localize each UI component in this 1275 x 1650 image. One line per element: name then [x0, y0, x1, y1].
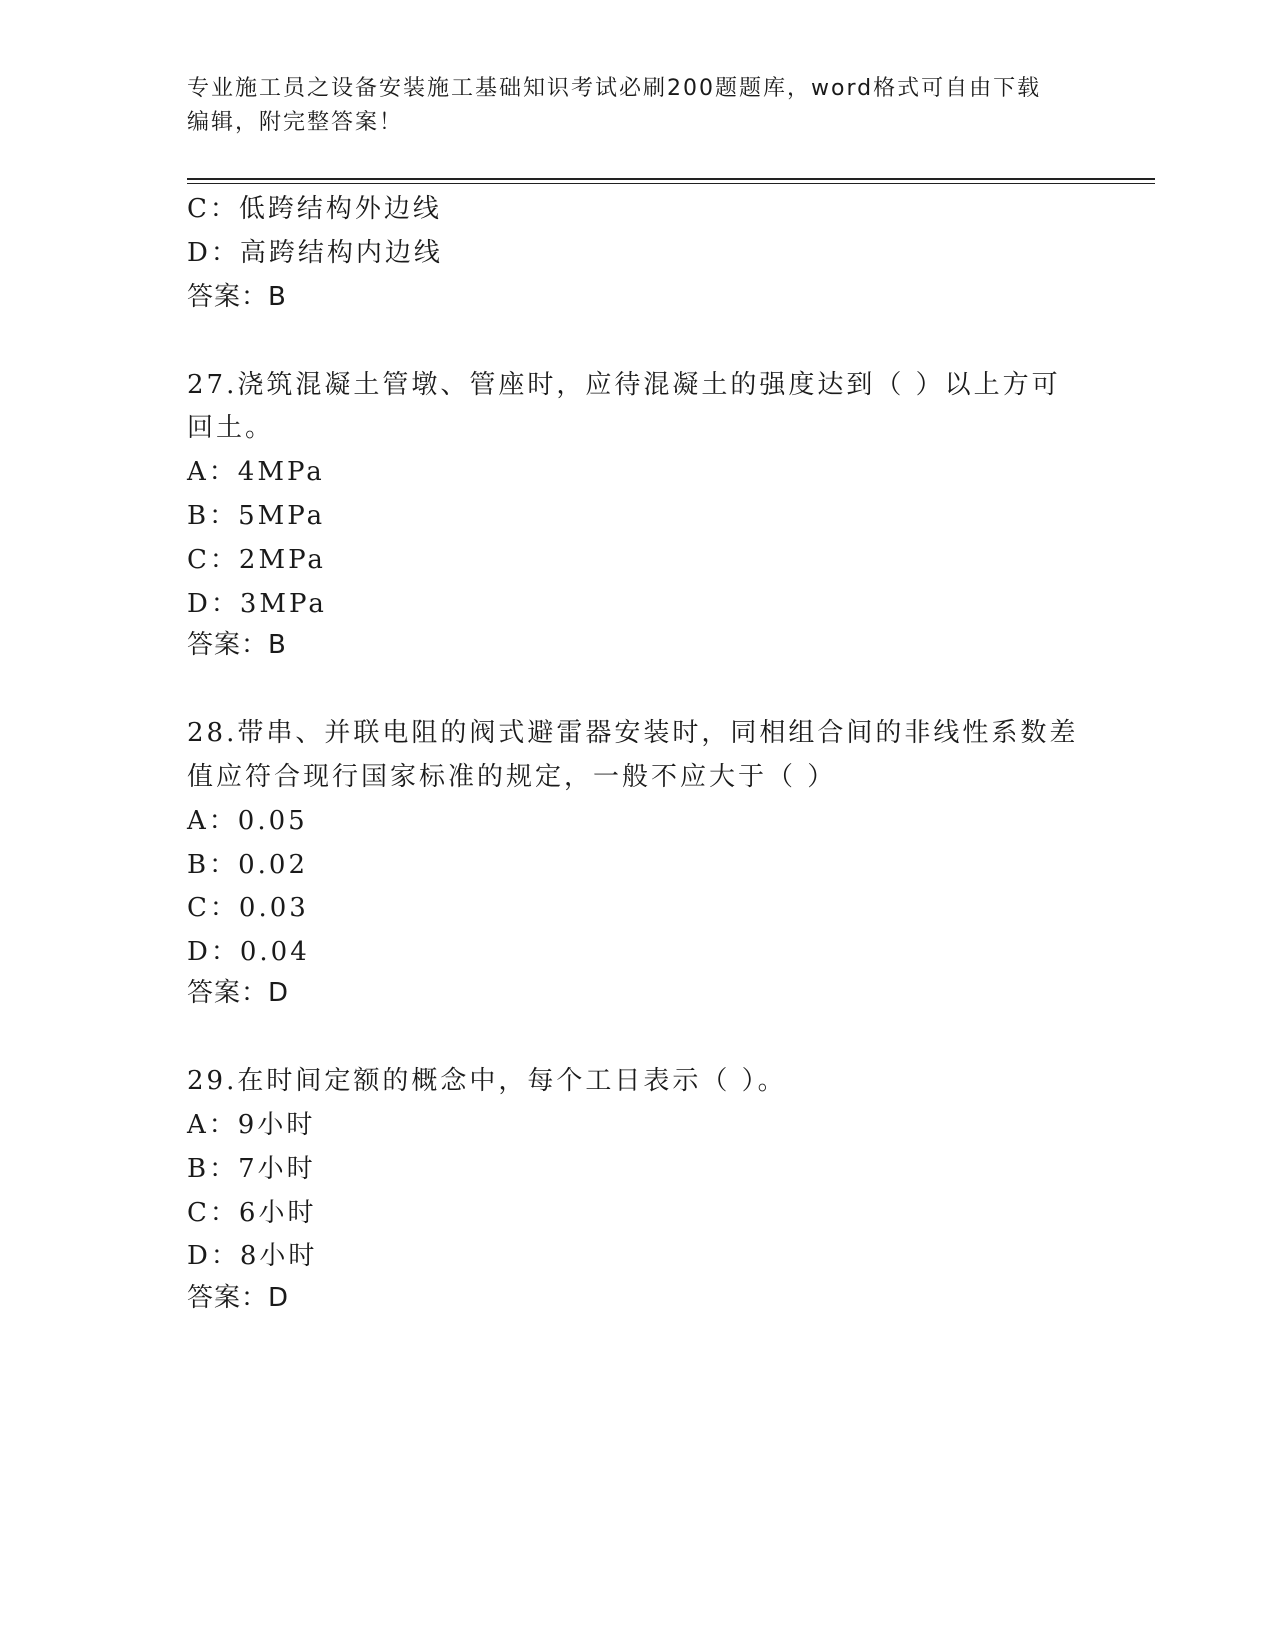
header-line-2: 编辑，附完整答案！ — [187, 110, 404, 135]
q28-option-d: D：0.04 — [187, 937, 310, 967]
q28-option-a: A：0.05 — [187, 806, 308, 836]
document-header — [187, 72, 1067, 140]
q29-option-a: A：9小时 — [187, 1110, 316, 1140]
q27-stem-line-2: 回土。 — [187, 413, 275, 443]
q27-option-d: D：3MPa — [187, 589, 327, 619]
q29-option-c: C：6小时 — [187, 1198, 317, 1228]
q27-stem-line-1: 27.浇筑混凝土管墩、管座时，应待混凝土的强度达到（ ）以上方可 — [187, 370, 1061, 400]
q28-stem-line-2: 值应符合现行国家标准的规定，一般不应大于（ ） — [187, 762, 837, 792]
q29-option-d: D：8小时 — [187, 1241, 318, 1271]
q28-answer: 答案：D — [187, 978, 290, 1008]
prev-option-c: C：低跨结构外边线 — [187, 194, 442, 224]
q29-stem-line-1: 29.在时间定额的概念中，每个工日表示（ ）。 — [187, 1066, 787, 1096]
q28-stem-line-1: 28.带串、并联电阻的阀式避雷器安装时，同相组合间的非线性系数差 — [187, 718, 1079, 748]
q27-option-c: C：2MPa — [187, 545, 326, 575]
header-divider-thin — [187, 183, 1155, 184]
prev-answer: 答案：B — [187, 282, 287, 312]
q29-answer: 答案：D — [187, 1283, 290, 1313]
q28-option-c: C：0.03 — [187, 893, 309, 923]
q27-option-a: A：4MPa — [187, 457, 325, 487]
prev-option-d: D：高跨结构内边线 — [187, 238, 443, 268]
q27-answer: 答案：B — [187, 630, 287, 660]
header-line-1: 专业施工员之设备安装施工基础知识考试必刷200题题库，word格式可自由下载 — [187, 76, 1042, 101]
q27-option-b: B：5MPa — [187, 501, 326, 531]
header-divider-thick — [187, 178, 1155, 180]
q28-option-b: B：0.02 — [187, 850, 308, 880]
q29-option-b: B：7小时 — [187, 1154, 316, 1184]
